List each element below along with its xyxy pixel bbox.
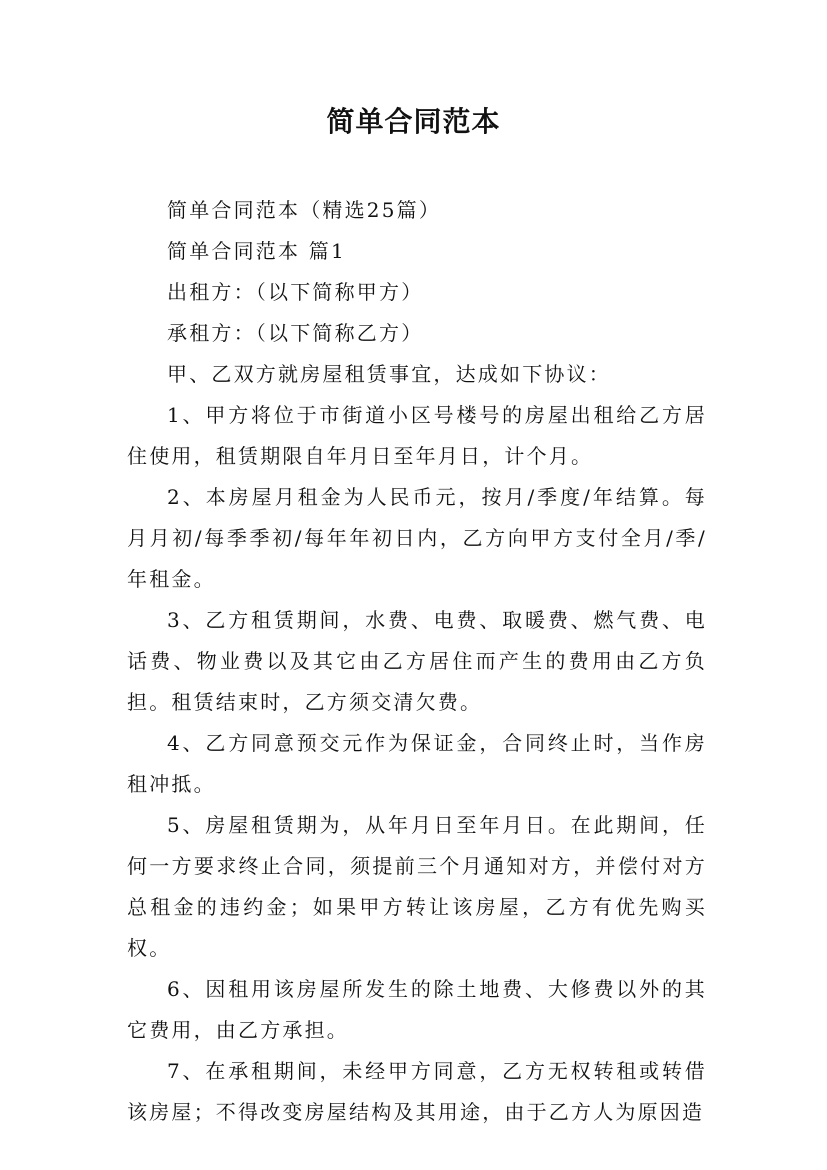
paragraph-clause-6: 6、因租用该房屋所发生的除土地费、大修费以外的其它费用，由乙方承担。 bbox=[127, 977, 707, 1042]
paragraph-clause-1: 1、甲方将位于市街道小区号楼号的房屋出租给乙方居住使用，租赁期限自年月日至年月日，计个月。 bbox=[127, 403, 707, 468]
paragraph-section-heading: 简单合同范本 篇1 bbox=[167, 239, 346, 263]
paragraph-lessor: 出租方：（以下简称甲方） bbox=[167, 280, 424, 304]
paragraph-lessee: 承租方：（以下简称乙方） bbox=[167, 321, 424, 345]
paragraph-clause-3: 3、乙方租赁期间，水费、电费、取暖费、燃气费、电话费、物业费以及其它由乙方居住而产生的费用由乙方负担。租赁结束时，乙方须交清欠费。 bbox=[127, 608, 707, 714]
paragraph-clause-7: 7、在承租期间，未经甲方同意，乙方无权转租或转借该房屋；不得改变房屋结构及其用途，由于乙方人为原因造 bbox=[127, 1059, 707, 1124]
paragraph-agreement-intro: 甲、乙双方就房屋租赁事宜，达成如下协议： bbox=[167, 362, 611, 386]
paragraph-subtitle: 简单合同范本（精选25篇） bbox=[167, 198, 442, 222]
document-title: 简单合同范本 bbox=[326, 105, 501, 138]
paragraph-clause-4: 4、乙方同意预交元作为保证金，合同终止时，当作房租冲抵。 bbox=[127, 731, 707, 796]
document-body bbox=[127, 190, 707, 1133]
paragraph-clause-5: 5、房屋租赁期为，从年月日至年月日。在此期间，任何一方要求终止合同，须提前三个月通知对方，并偿付对方总租金的违约金；如果甲方转让该房屋，乙方有优先购买权。 bbox=[127, 813, 707, 960]
paragraph-clause-2: 2、本房屋月租金为人民币元，按月/季度/年结算。每月月初/每季季初/每年年初日内，乙方向甲方支付全月/季/年租金。 bbox=[127, 485, 707, 591]
